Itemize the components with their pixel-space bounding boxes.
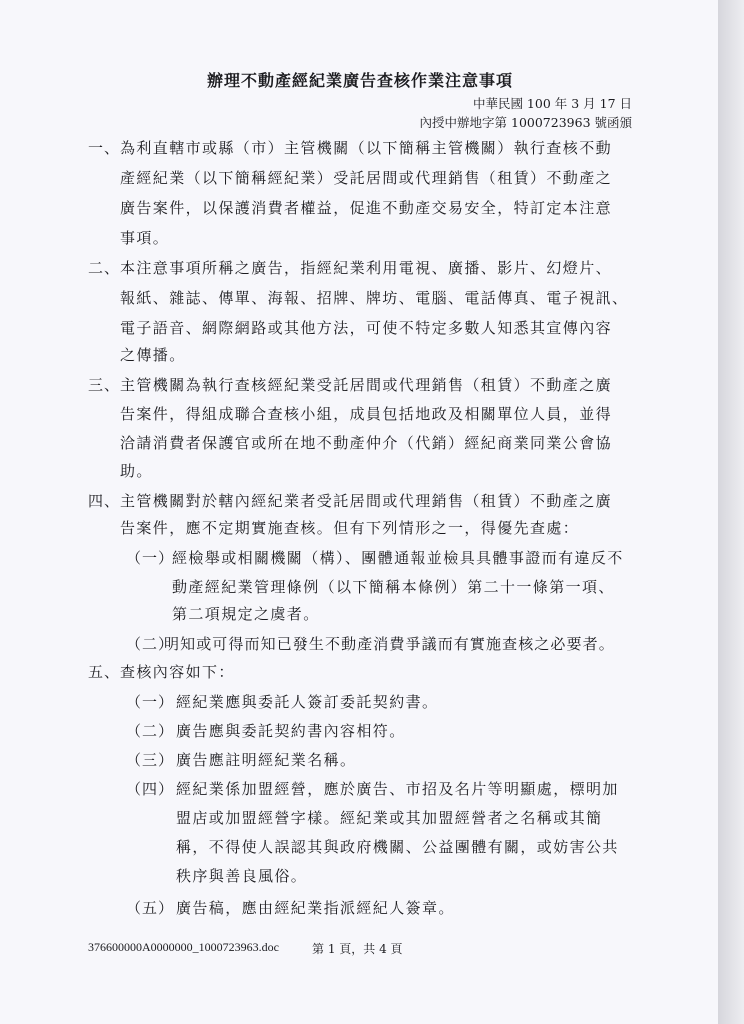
item-number: （四） <box>126 780 175 798</box>
section-line: 主管機關對於轄內經紀業者受託居間或代理銷售（租賃）不動產之廣 <box>120 492 613 510</box>
item-number: （一） <box>126 549 175 567</box>
section-line: 電子語音、網際網路或其他方法，可使不特定多數人知悉其宣傳內容 <box>120 319 613 337</box>
section-line: 告案件，應不定期實施查核。但有下列情形之一，得優先查處： <box>120 519 580 537</box>
footer-page-number: 第 1 頁，共 4 頁 <box>312 942 403 956</box>
item-line: 廣告稿，應由經紀業指派經紀人簽章。 <box>176 899 455 917</box>
item-line: 經紀業應與委託人簽訂委託契約書。 <box>176 693 439 711</box>
section-number: 一、 <box>88 139 121 157</box>
item-line: 廣告應註明經紀業名稱。 <box>176 751 357 769</box>
item-number: （二） <box>126 635 175 653</box>
section-line: 本注意事項所稱之廣告，指經紀業利用電視、廣播、影片、幻燈片、 <box>120 259 613 277</box>
section-number: 二、 <box>88 259 121 277</box>
item-line: 明知或可得而知已發生不動產消費爭議而有實施查核之必要者。 <box>164 635 615 653</box>
item-line: 盟店或加盟經營字樣。經紀業或其加盟經營者之名稱或其簡 <box>176 809 603 827</box>
section-number: 五、 <box>88 663 121 681</box>
item-number: （五） <box>126 899 175 917</box>
section-line: 洽請消費者保護官或所在地不動產仲介（代銷）經紀商業同業公會協 <box>120 434 613 452</box>
item-line: 經紀業係加盟經營，應於廣告、市招及名片等明顯處，標明加 <box>176 780 619 798</box>
section-line: 之傳播。 <box>120 346 186 364</box>
item-number: （二） <box>126 722 175 740</box>
section-line: 助。 <box>120 462 153 480</box>
item-line: 經檢舉或相關機關（構）、團體通報並檢具具體事證而有違反不 <box>172 549 624 567</box>
section-line: 廣告案件，以保護消費者權益，促進不動產交易安全，特訂定本注意 <box>120 199 613 217</box>
document-date: 中華民國 100 年 3 月 17 日 <box>472 96 632 111</box>
section-line: 查核內容如下： <box>120 663 235 681</box>
section-line: 告案件，得組成聯合查核小組，成員包括地政及相關單位人員，並得 <box>120 405 613 423</box>
item-line: 秩序與善良風俗。 <box>176 867 308 885</box>
item-line: 第二項規定之虞者。 <box>172 605 320 623</box>
section-line: 為利直轄市或縣（市）主管機關（以下簡稱主管機關）執行查核不動 <box>120 139 613 157</box>
section-line: 事項。 <box>120 229 170 247</box>
section-number: 三、 <box>88 376 121 394</box>
section-line: 產經紀業（以下簡稱經紀業）受託居間或代理銷售（租賃）不動產之 <box>120 169 613 187</box>
document-title: 辦理不動產經紀業廣告查核作業注意事項 <box>206 71 513 90</box>
item-line: 動產經紀業管理條例（以下簡稱本條例）第二十一條第一項、 <box>172 578 615 596</box>
section-number: 四、 <box>88 492 121 510</box>
footer-filename: 376600000A0000000_1000723963.doc <box>88 940 279 954</box>
item-line: 廣告應與委託契約書內容相符。 <box>176 722 406 740</box>
item-number: （一） <box>126 693 175 711</box>
item-number: （三） <box>126 751 175 769</box>
item-line: 稱，不得使人誤認其與政府機關、公益團體有關，或妨害公共 <box>176 838 619 856</box>
document-reference: 內授中辦地字第 1000723963 號函頒 <box>419 115 632 130</box>
section-line: 報紙、雜誌、傳單、海報、招牌、牌坊、電腦、電話傳真、電子視訊、 <box>120 289 629 307</box>
section-line: 主管機關為執行查核經紀業受託居間或代理銷售（租賃）不動產之廣 <box>120 376 613 394</box>
page-edge <box>718 0 744 1024</box>
